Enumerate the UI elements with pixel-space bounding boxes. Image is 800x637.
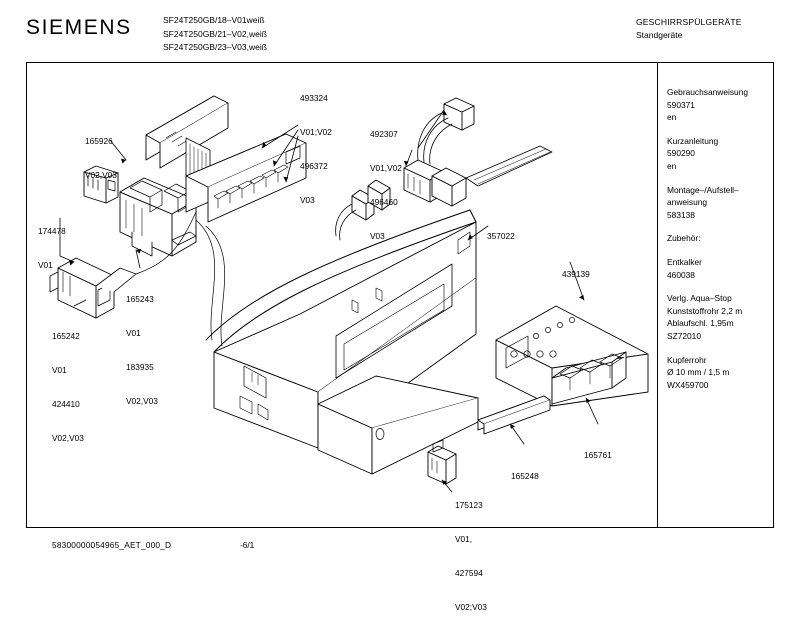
callout-493324-line-2: 496372 [300, 161, 328, 172]
rcol-line-4-0: 460038 [667, 269, 695, 280]
callout-357022 [487, 208, 515, 265]
callout-165926-line-1: V02,V03 [85, 170, 117, 181]
rcol-line-0-1: en [667, 112, 677, 123]
rcol-title-3: Zubehör: [667, 233, 701, 244]
rcol-line-2-0: 583138 [667, 209, 695, 220]
callout-165242-line-3: V02,V03 [52, 433, 84, 444]
rcol-title-4: Entkalker [667, 256, 702, 267]
callout-175123-line-2: 427594 [455, 568, 483, 579]
callout-165248 [511, 448, 539, 505]
rcol-line-1-1: en [667, 160, 677, 171]
callout-165761 [584, 427, 612, 484]
callout-439139 [562, 246, 590, 303]
callout-165926 [85, 113, 117, 204]
callout-357022-line-0: 357022 [487, 230, 515, 241]
rcol-line-1-0: 590290 [667, 148, 695, 159]
callout-165242-line-2: 424410 [52, 399, 80, 410]
model-line-3: SF24T250GB/23–V03,weiß [163, 42, 267, 52]
callout-492307-line-0: 492307 [370, 128, 398, 139]
rcol-title-2b: anweisung [667, 197, 708, 208]
callout-493324 [300, 70, 332, 230]
callout-492307-line-3: V03 [370, 231, 385, 242]
rcol-line-5-2: SZ72010 [667, 330, 701, 341]
callout-492307 [370, 106, 402, 266]
rcol-title-5: Verlg. Aqua–Stop [667, 293, 732, 304]
callout-165243-line-2: 183935 [126, 362, 154, 373]
callout-165243-line-0: 165243 [126, 293, 154, 304]
rcol-title-1: Kurzanleitung [667, 135, 719, 146]
category-line-1: GESCHIRRSPÜLGERÄTE [636, 17, 742, 27]
rcol-line-0-0: 590371 [667, 99, 695, 110]
callout-175123-line-3: V02;V03 [455, 602, 487, 613]
callout-175123-line-1: V01, [455, 534, 473, 545]
rcol-title-0: Gebrauchsanweisung [667, 87, 749, 97]
callout-165243-line-3: V02,V03 [126, 396, 158, 407]
model-line-1: SF24T250GB/18–V01weiß [163, 15, 265, 25]
callout-439139-line-0: 439139 [562, 268, 590, 279]
callout-174478-line-1: V01 [38, 260, 53, 271]
rcol-line-5-1: Ablaufschl. 1,95m [667, 318, 734, 329]
rcol-title-2: Montage–/Aufstell– [667, 184, 739, 195]
callout-174478-line-0: 174478 [38, 225, 66, 236]
rcol-title-6: Kupferrohr [667, 354, 707, 365]
callout-165243-line-1: V01 [126, 328, 141, 339]
callout-175123 [455, 477, 487, 637]
part-175123-motor [428, 440, 456, 484]
callout-165248-line-0: 165248 [511, 470, 539, 481]
callout-165242 [52, 308, 84, 468]
callout-492307-line-2: 496460 [370, 197, 398, 208]
model-line-2: SF24T250GB/21–V02,weiß [163, 28, 267, 39]
callout-165243 [126, 271, 158, 431]
part-165248-strip [478, 396, 550, 434]
document-id: 58300000054965_AET_000_D [52, 540, 172, 550]
rcol-line-6-1: WX459700 [667, 379, 709, 390]
part-165243-assembly [120, 178, 196, 256]
callout-165761-line-0: 165761 [584, 449, 612, 460]
callout-175123-line-0: 175123 [455, 499, 483, 510]
callout-493324-line-0: 493324 [300, 92, 328, 103]
rcol-line-5-0: Kunststoffrohr 2,2 m [667, 305, 743, 316]
callout-165242-line-0: 165242 [52, 330, 80, 341]
callout-492307-line-1: V01,V02 [370, 163, 402, 174]
callout-174478 [38, 203, 66, 294]
page-number: -6/1 [240, 540, 255, 550]
callout-165242-line-1: V01 [52, 365, 67, 376]
callout-165926-line-0: 165926 [85, 135, 113, 146]
callout-493324-line-3: V03 [300, 195, 315, 206]
callout-493324-line-1: V01;V02 [300, 127, 332, 138]
rcol-line-6-0: Ø 10 mm / 1,5 m [667, 367, 730, 378]
siemens-logo: SIEMENS [26, 16, 132, 39]
category-line-2: Standgeräte [636, 30, 683, 40]
